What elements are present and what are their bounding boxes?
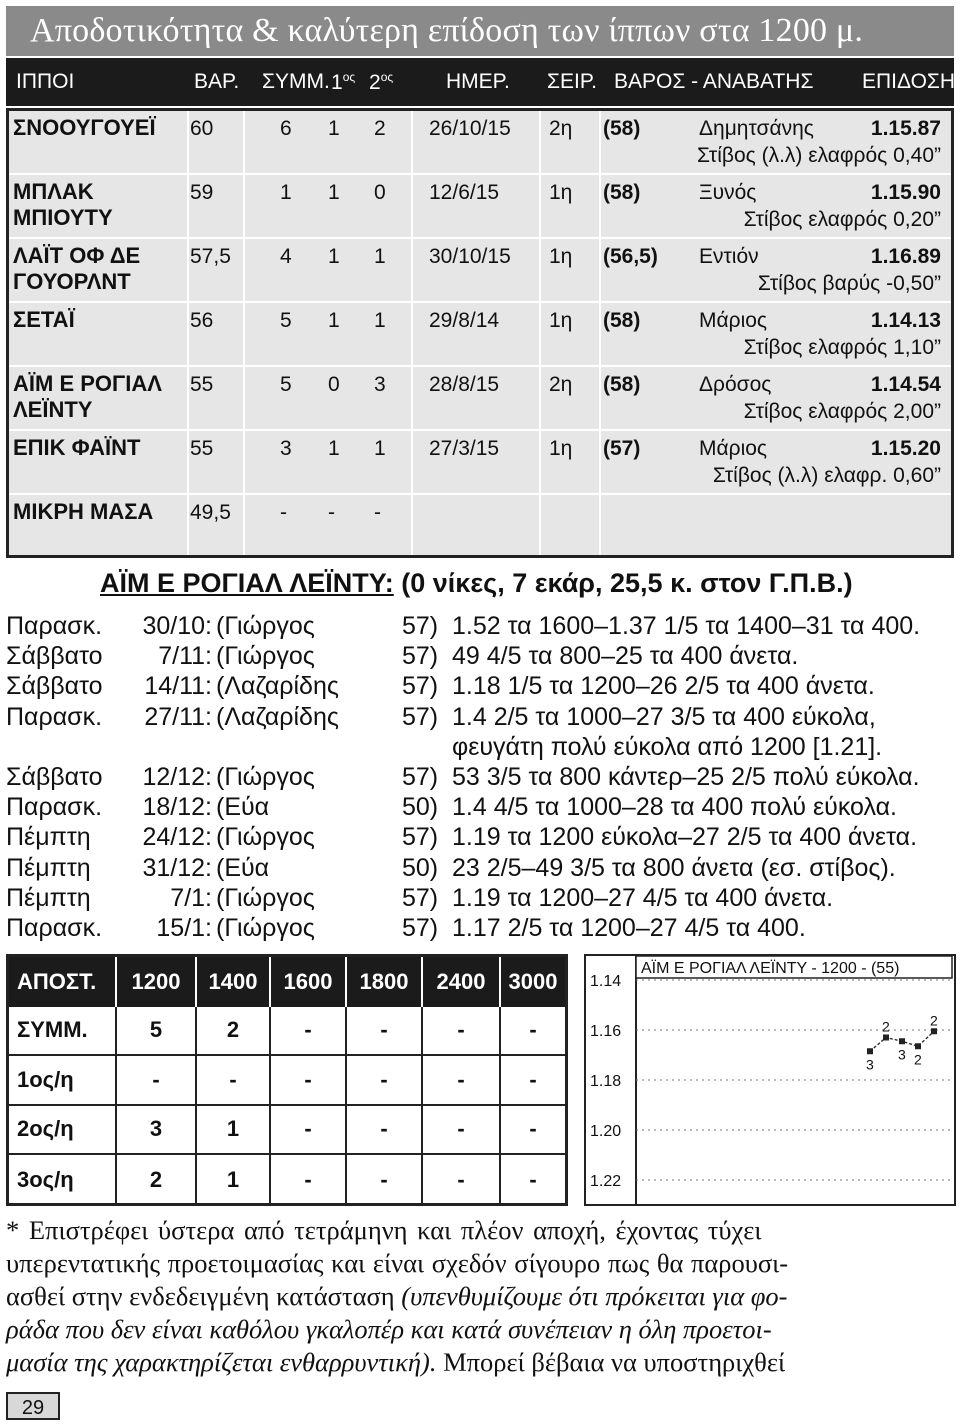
- horse-first: 1: [328, 117, 340, 140]
- chart-point: [931, 1028, 937, 1034]
- workout-date: 27/11:: [144, 702, 212, 731]
- stats-header-cell: 1800: [347, 957, 423, 1007]
- stats-cell: -: [423, 1007, 501, 1057]
- horse-weight: 49,5: [190, 501, 231, 524]
- workout-text: 23 2/5–49 3/5 τα 800 άνετα (εσ. στίβος).: [452, 853, 896, 882]
- horse-weight: 57,5: [190, 245, 231, 268]
- workout-weight: 50): [402, 853, 439, 882]
- footnote-line: ασθεί στην ενδεδειγμένη κατάσταση (υπενθυμίζουμε ότι πρόκειται για φο-: [6, 1281, 788, 1311]
- header-time: ΕΠΙΔΟΣΗ: [862, 70, 956, 93]
- header-runs: ΣΥΜΜ.: [262, 70, 330, 93]
- horse-time: 1.15.90: [870, 181, 941, 204]
- horse-first: 1: [328, 245, 340, 268]
- chart-point: [883, 1035, 889, 1041]
- horse-jockey: Εντιόν: [699, 245, 759, 268]
- column-divider: [187, 111, 189, 555]
- workout-date: 18/12:: [142, 793, 212, 822]
- stats-cell: 1: [197, 1155, 271, 1205]
- horse-date: 28/8/15: [429, 373, 500, 396]
- horse-second: 3: [374, 373, 386, 396]
- horse-series: 2η: [549, 373, 573, 396]
- horse-name: ΓΟΥΟΡΛΝΤ: [13, 269, 131, 294]
- workout-weight: 57): [402, 672, 439, 701]
- horse-weight: 56: [190, 309, 214, 332]
- horse-series: 1η: [549, 437, 573, 460]
- header-weight: ΒΑΡ.: [194, 70, 240, 93]
- chart-y-tick-label: 1.20: [590, 1123, 622, 1140]
- stats-cell: -: [271, 1007, 347, 1057]
- horse-second: -: [374, 501, 381, 524]
- column-divider: [539, 111, 541, 555]
- table-row: [9, 303, 951, 365]
- horse-first: -: [328, 501, 335, 524]
- horse-weight: 55: [190, 373, 214, 396]
- column-divider: [599, 111, 601, 555]
- workout-rider: (Γιώργος: [216, 883, 315, 912]
- chart-point-label: 2: [882, 1018, 890, 1035]
- horse-time: 1.14.13: [870, 309, 941, 332]
- column-divider: [243, 111, 245, 555]
- workout-weight: 57): [402, 883, 439, 912]
- stats-header-cell: 3000: [501, 957, 565, 1007]
- stats-cell: -: [271, 1106, 347, 1156]
- horse-rider-weight: (56,5): [603, 245, 658, 268]
- workout-rider: (Λαζαρίδης: [216, 702, 339, 731]
- horse-name: ΜΠΛΑΚ: [13, 179, 94, 204]
- horse-date: 29/8/14: [429, 309, 500, 332]
- horse-track: Στίβος (λ.λ) ελαφρός 0,40”: [696, 144, 941, 167]
- workout-day: Παρασκ.: [6, 793, 103, 822]
- times-chart: [584, 954, 956, 1206]
- stats-cell: -: [271, 1056, 347, 1106]
- horse-series: 1η: [549, 181, 573, 204]
- horse-name: ΜΠΙΟΥΤΥ: [13, 205, 113, 230]
- horse-name: ΣΝΟΟΥΓΟΥΕΪ: [13, 115, 156, 140]
- stats-cell: 5: [117, 1007, 197, 1057]
- chart-point-label: 3: [898, 1046, 906, 1063]
- horse-jockey: Ξυνός: [699, 181, 757, 204]
- workout-day: Σάββατο: [6, 672, 103, 701]
- stats-cell: -: [117, 1056, 197, 1106]
- workout-date: 7/1:: [170, 883, 212, 912]
- workout-text: 1.52 τα 1600–1.37 1/5 τα 1400–31 τα 400.: [452, 612, 921, 640]
- stats-header-cell: 1600: [271, 957, 347, 1007]
- horse-track: Στίβος ελαφρός 0,20”: [743, 208, 941, 231]
- header-second: $2^{o\varsigma}$: [369, 70, 394, 94]
- header-first: $1^{o\varsigma}$: [331, 70, 356, 94]
- horse-track: Στίβος (λ.λ) ελαφρ. 0,60”: [712, 464, 941, 487]
- chart-point-label: 3: [866, 1056, 874, 1073]
- horse-jockey: Μάριος: [699, 309, 768, 332]
- stats-cell: 2ος/η: [9, 1106, 117, 1156]
- horse-time: 1.15.87: [870, 117, 941, 140]
- horse-time: 1.14.54: [870, 373, 941, 396]
- horse-first: 0: [328, 373, 340, 396]
- stats-cell: 3: [117, 1106, 197, 1156]
- stats-cell: 1: [197, 1106, 271, 1156]
- horse-name: ΛΕΪΝΤΥ: [13, 397, 93, 422]
- horses-table: [6, 108, 954, 558]
- chart-point: [899, 1038, 905, 1044]
- chart-y-tick-label: 1.14: [590, 973, 622, 990]
- chart-title: ΑΪΜ Ε ΡΟΓΙΑΛ ΛΕΪΝΤΥ - 1200 - (55): [641, 960, 900, 977]
- table-row: [9, 367, 951, 429]
- workout-weight: 57): [402, 914, 439, 942]
- horse-series: 2η: [549, 117, 573, 140]
- workout-date: 14/11:: [144, 672, 212, 701]
- horse-name: ΕΠΙΚ ΦΑΪΝΤ: [13, 435, 141, 460]
- page-title: Αποδοτικότητα & καλύτερη επίδοση των ίππων στα 1200 μ.: [6, 6, 954, 56]
- header-horses: ΙΠΠΟΙ: [16, 70, 75, 93]
- horse-runs: 1: [280, 181, 292, 204]
- page-number: 29: [6, 1392, 60, 1420]
- workout-day: Παρασκ.: [6, 612, 103, 640]
- horse-track: Στίβος βαρύς -0,50”: [757, 272, 941, 295]
- chart-point-label: 2: [930, 1012, 938, 1029]
- workout-day: Πέμπτη: [6, 853, 91, 882]
- stats-cell: -: [347, 1056, 423, 1106]
- chart-point-label: 2: [914, 1051, 922, 1068]
- column-divider: [411, 111, 413, 555]
- horse-rider-weight: (58): [603, 117, 641, 140]
- stats-header-cell: 1400: [197, 957, 271, 1007]
- stats-cell: -: [501, 1007, 565, 1057]
- horse-date: 26/10/15: [429, 117, 511, 140]
- workout-date: 24/12:: [142, 823, 212, 852]
- workout-rider: (Εύα: [216, 853, 270, 882]
- stats-cell: -: [347, 1007, 423, 1057]
- stats-cell: 1ος/η: [9, 1056, 117, 1106]
- chart-y-tick-label: 1.18: [590, 1073, 622, 1090]
- footnote-line: * Επιστρέφει ύστερα από τετράμηνη και πλέον αποχή, έχοντας τύχει: [6, 1215, 762, 1245]
- stats-cell: -: [423, 1106, 501, 1156]
- workout-date: 7/11:: [158, 642, 212, 671]
- horse-runs: -: [280, 501, 287, 524]
- workout-text: 53 3/5 τα 800 κάντερ–25 2/5 πολύ εύκολα.: [452, 763, 920, 791]
- horse-section-title: [100, 568, 853, 599]
- horse-second: 1: [374, 309, 386, 332]
- workout-text: 1.18 1/5 τα 1200–26 2/5 τα 400 άνετα.: [452, 672, 875, 701]
- header-date: ΗΜΕΡ.: [446, 70, 510, 93]
- horse-series: 1η: [549, 245, 573, 268]
- stats-cell: -: [347, 1155, 423, 1205]
- workout-text: 1.19 τα 1200–27 4/5 τα 400 άνετα.: [452, 883, 834, 912]
- workout-weight: 57): [402, 823, 439, 852]
- horse-first: 1: [328, 437, 340, 460]
- times-chart-svg: [586, 956, 954, 1204]
- horse-second: 2: [374, 117, 386, 140]
- stats-cell: -: [501, 1106, 565, 1156]
- footnote-line: ράδα που δεν είναι καθόλου γκαλοπέρ και κατά συνέπειαν η όλη προετοι-: [6, 1314, 772, 1344]
- workout-rider: (Εύα: [216, 793, 270, 822]
- stats-cell: -: [423, 1056, 501, 1106]
- chart-y-tick-label: 1.22: [590, 1173, 622, 1190]
- horse-rider-weight: (58): [603, 373, 641, 396]
- workout-text: 1.4 4/5 τα 1000–28 τα 400 πολύ εύκολα.: [452, 793, 897, 822]
- stats-header-cell: 1200: [117, 957, 197, 1007]
- horse-date: 12/6/15: [429, 181, 500, 204]
- horse-date: 30/10/15: [429, 245, 511, 268]
- workout-day: Παρασκ.: [6, 914, 103, 942]
- table-row: [9, 495, 951, 555]
- horse-second: 1: [374, 437, 386, 460]
- horse-time: 1.15.20: [870, 437, 941, 460]
- stats-cell: -: [423, 1155, 501, 1205]
- horse-runs: 3: [280, 437, 292, 460]
- horse-weight: 60: [190, 117, 214, 140]
- horse-jockey: Μάριος: [699, 437, 768, 460]
- distance-stats-table: [6, 954, 568, 1206]
- horses-table-header: [6, 58, 954, 106]
- workout-day: Σάββατο: [6, 642, 103, 671]
- workout-day: Παρασκ.: [6, 702, 103, 731]
- horse-runs: 5: [280, 373, 292, 396]
- table-row: [9, 111, 951, 173]
- workout-date: 12/12:: [142, 763, 212, 791]
- horse-first: 1: [328, 309, 340, 332]
- horse-series: 1η: [549, 309, 573, 332]
- horse-runs: 4: [280, 245, 292, 268]
- stats-cell: -: [197, 1056, 271, 1106]
- stats-cell: 2: [117, 1155, 197, 1205]
- stats-cell: 2: [197, 1007, 271, 1057]
- header-rider: ΒΑΡΟΣ - ΑΝΑΒΑΤΗΣ: [614, 70, 814, 93]
- workout-text: 1.17 2/5 τα 1200–27 4/5 τα 400.: [452, 914, 806, 942]
- stats-cell: -: [271, 1155, 347, 1205]
- table-row: [9, 431, 951, 493]
- horse-weight: 55: [190, 437, 214, 460]
- workout-text: 1.19 τα 1200 εύκολα–27 2/5 τα 400 άνετα.: [452, 823, 918, 852]
- horse-name: ΑΪΜ Ε ΡΟΓΙΑΛ: [13, 371, 162, 396]
- horse-record: (0 νίκες, 7 εκάρ, 25,5 κ. στον Γ.Π.Β.): [401, 568, 853, 598]
- chart-point: [867, 1048, 873, 1054]
- horse-name: ΛΑΪΤ ΟΦ ΔΕ: [13, 243, 141, 268]
- workout-rider: (Λαζαρίδης: [216, 672, 339, 701]
- workout-day: Σάββατο: [6, 763, 103, 791]
- horse-jockey: Δρόσος: [699, 373, 772, 396]
- stats-header-cell: 2400: [423, 957, 501, 1007]
- workout-date: 15/1:: [156, 914, 212, 942]
- stats-cell: -: [529, 1166, 537, 1192]
- table-row: [9, 239, 951, 301]
- workout-weight: 57): [402, 612, 439, 640]
- horse-rider-weight: (58): [603, 309, 641, 332]
- header-series: ΣΕΙΡ.: [547, 70, 597, 93]
- horse-weight: 59: [190, 181, 214, 204]
- horse-rider-weight: (57): [603, 437, 641, 460]
- chart-point: [915, 1043, 921, 1049]
- horse-second: 0: [374, 181, 386, 204]
- horse-name: ΑΪΜ Ε ΡΟΓΙΑΛ ΛΕΪΝΤΥ:: [100, 568, 394, 598]
- horse-rider-weight: (58): [603, 181, 641, 204]
- workout-rider: (Γιώργος: [216, 612, 315, 640]
- workout-weight: 57): [402, 763, 439, 791]
- horse-name: ΜΙΚΡΗ ΜΑΣΑ: [13, 499, 154, 524]
- workout-rider: (Γιώργος: [216, 642, 315, 671]
- stats-cell: ΣΥΜΜ.: [9, 1007, 117, 1057]
- workout-date: 31/12:: [142, 853, 212, 882]
- horse-jockey: Δημητσάνης: [699, 117, 814, 140]
- horse-first: 1: [328, 181, 340, 204]
- workout-weight: 57): [402, 702, 439, 731]
- workout-text: 49 4/5 τα 800–25 τα 400 άνετα.: [452, 642, 799, 671]
- footnote-line: μασία της χαρακτηρίζεται ενθαρρυντική). Μπορεί βέβαια να υποστηριχθεί: [6, 1347, 786, 1377]
- horse-second: 1: [374, 245, 386, 268]
- workout-rider: (Γιώργος: [216, 823, 315, 852]
- workout-weight: 57): [402, 642, 439, 671]
- workout-text: 1.4 2/5 τα 1000–27 3/5 τα 400 εύκολα,: [452, 702, 876, 731]
- horse-time: 1.16.89: [870, 245, 941, 268]
- workout-rider: (Γιώργος: [216, 763, 315, 791]
- workout-weight: 50): [402, 793, 439, 822]
- workout-day: Πέμπτη: [6, 823, 91, 852]
- stats-cell: 3ος/η: [9, 1155, 117, 1205]
- horse-runs: 6: [280, 117, 292, 140]
- horse-track: Στίβος ελαφρός 2,00”: [743, 400, 941, 423]
- workout-day: Πέμπτη: [6, 883, 91, 912]
- workout-rider: (Γιώργος: [216, 914, 315, 942]
- table-row: [9, 175, 951, 237]
- stats-header-cell: ΑΠΟΣΤ.: [9, 957, 117, 1007]
- workout-date: 30/10:: [142, 612, 212, 640]
- horse-track: Στίβος ελαφρός 1,10”: [743, 336, 941, 359]
- workout-text: φευγάτη πολύ εύκολα από 1200 [1.21].: [452, 732, 883, 761]
- horse-runs: 5: [280, 309, 292, 332]
- stats-cell: -: [347, 1106, 423, 1156]
- horse-date: 27/3/15: [429, 437, 500, 460]
- chart-y-tick-label: 1.16: [590, 1023, 622, 1040]
- footnote-line: υπερεντατικής προετοιμασίας και είναι σχεδόν σίγουρο πως θα παρουσι-: [6, 1248, 789, 1278]
- horse-name: ΣΕΤΑΪ: [13, 307, 75, 332]
- stats-cell: -: [501, 1056, 565, 1106]
